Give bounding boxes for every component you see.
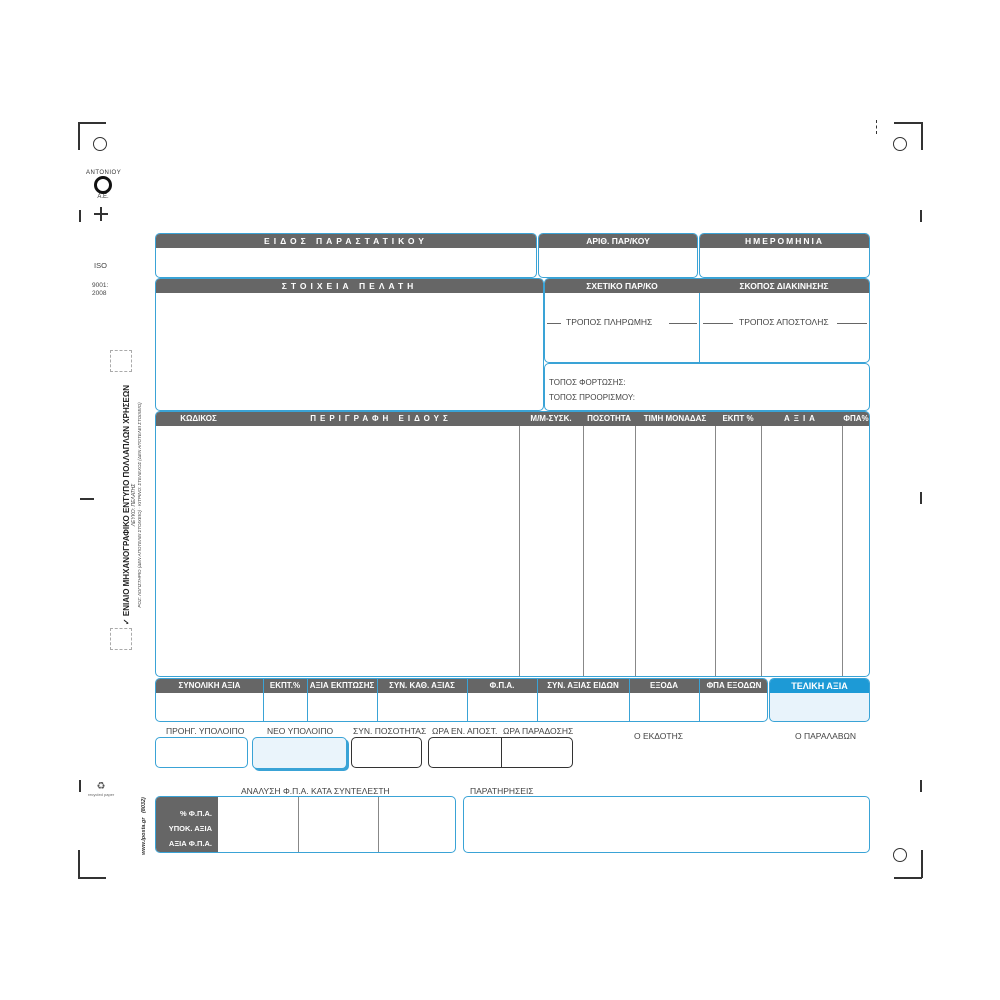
items-table[interactable] — [155, 411, 870, 677]
col-code: ΚΩΔΙΚΟΣ — [180, 414, 217, 423]
col-unit-price: ΤΙΜΗ ΜΟΝΑΔΑΣ — [643, 414, 707, 423]
website-text: www.lposta.gr — [141, 817, 147, 855]
margin-tick — [79, 780, 81, 792]
movement-purpose-label: ΣΚΟΠΟΣ ΔΙΑΚΙΝΗΣΗΣ — [699, 279, 869, 293]
iso-label: ISO — [94, 261, 107, 270]
vertical-copies-1: ΛΕΥΚΟ: ΠΕΛΑΤΗΣ — [131, 483, 137, 527]
items-value-label: ΣΥΝ. ΑΞΙΑΣ ΕΙΔΩΝ — [547, 681, 619, 690]
discount-pct-label: ΕΚΠΤ.% — [269, 681, 301, 690]
margin-tick — [920, 492, 922, 504]
total-quantity-box[interactable] — [351, 737, 422, 768]
places-box[interactable] — [544, 363, 870, 411]
new-balance-box[interactable] — [252, 737, 347, 769]
registration-circle-top-right — [893, 137, 907, 151]
previous-balance-box[interactable] — [155, 737, 248, 768]
discount-value-label: ΑΞΙΑ ΕΚΠΤΩΣΗΣ — [309, 681, 375, 690]
vertical-title-text: ✓ ΕΝΙΑΙΟ ΜΗΧΑΝΟΓΡΑΦΙΚΟ ΕΝΤΥΠΟ ΠΟΛΛΑΠΛΩΝ ΧΡΗΣΕΩΝ — [122, 384, 131, 626]
remarks-box[interactable] — [463, 796, 870, 853]
recycle-label: recycled paper — [88, 792, 115, 797]
times-box[interactable] — [428, 737, 573, 768]
doc-type-box[interactable] — [155, 233, 537, 278]
dispatch-time-label: ΩΡΑ ΕΝ. ΑΠΟΣΤ. — [432, 726, 498, 736]
small-dashes — [876, 120, 878, 134]
col-description: ΠΕΡΙΓΡΑΦΗ ΕΙΔΟΥΣ — [310, 414, 452, 423]
col-vat: ΦΠΑ% — [843, 414, 869, 423]
doc-number-label: ΑΡΙΘ. ΠΑΡ/ΚΟΥ — [539, 234, 697, 248]
previous-balance-label: ΠΡΟΗΓ. ΥΠΟΛΟΙΠΟ — [166, 726, 245, 736]
vat-analysis-title: ΑΝΑΛΥΣΗ Φ.Π.Α. ΚΑΤΑ ΣΥΝΤΕΛΕΣΤΗ — [241, 786, 390, 796]
final-value-box[interactable] — [769, 678, 870, 722]
date-label: ΗΜΕΡΟΜΗΝΙΑ — [700, 234, 869, 248]
margin-tick — [79, 210, 81, 222]
new-balance-label: ΝΕΟ ΥΠΟΛΟΙΠΟ — [267, 726, 334, 736]
related-doc-box[interactable] — [544, 278, 870, 363]
recycle-icon: ♻ recycled paper — [88, 781, 115, 797]
delivery-time-label: ΩΡΑ ΠΑΡΑΔΟΣΗΣ — [503, 726, 574, 736]
col-value: ΑΞΙΑ — [784, 414, 819, 423]
form-code-text: (8032) — [141, 797, 147, 814]
customer-details-box[interactable] — [155, 278, 544, 411]
shipping-method-row[interactable] — [699, 317, 869, 329]
vat-label: Φ.Π.Α. — [489, 681, 515, 690]
registration-circle-bottom-right — [893, 848, 907, 862]
margin-dash — [80, 498, 94, 500]
date-box[interactable] — [699, 233, 870, 278]
total-quantity-label: ΣΥΝ. ΠΟΣΟΤΗΤΑΣ — [353, 726, 427, 736]
totals-box[interactable] — [155, 678, 768, 722]
doc-type-label: ΕΙΔΟΣ ΠΑΡΑΣΤΑΤΙΚΟΥ — [156, 234, 536, 248]
crosshair-icon — [94, 207, 108, 221]
final-value-label: ΤΕΛΙΚΗ ΑΞΙΑ — [770, 679, 869, 693]
payment-method-row[interactable] — [545, 317, 699, 329]
logo-brand-text: ANTONIOY — [86, 170, 122, 176]
margin-tick — [920, 780, 922, 792]
punch-box-top — [110, 350, 132, 372]
total-value-label: ΣΥΝΟΛΙΚΗ ΑΞΙΑ — [178, 681, 241, 690]
destination-label: ΤΟΠΟΣ ΠΡΟΟΡΙΣΜΟΥ: — [549, 393, 635, 402]
col-discount: ΕΚΠΤ % — [722, 414, 754, 423]
recipient-label: Ο ΠΑΡΑΛΑΒΩΝ — [795, 731, 856, 741]
vertical-copies-2: ΡΟΖ: ΛΟΓΙΣΤΗΡΙΟ (ΔΕΝ ΑΠΟΤΕΛΕΙ ΣΤΟΙΧΕΙΟ) · ΚΙΤΡΙΝΟ: ΣΤΕΛΕΧΟΣ (ΔΕΝ ΑΠΟΤΕΛΕΙ ΣΤΟΙΧΕΙΟ) — [137, 402, 142, 608]
issuer-label: Ο ΕΚΔΟΤΗΣ — [634, 731, 684, 741]
net-value-label: ΣΥΝ. ΚΑΘ. ΑΞΙΑΣ — [389, 681, 455, 690]
col-unit: Μ/Μ-ΣΥΣΚ. — [530, 414, 572, 423]
company-logo — [86, 170, 120, 210]
taxable-value-row-label: ΥΠΟΚ. ΑΞΙΑ — [168, 824, 212, 833]
expenses-vat-label: ΦΠΑ ΕΞΟΔΩΝ — [706, 681, 762, 690]
vat-analysis-table[interactable] — [155, 796, 456, 853]
vat-analysis-row-headers — [156, 797, 218, 852]
margin-tick — [920, 210, 922, 222]
vat-value-row-label: ΑΞΙΑ Φ.Π.Α. — [168, 839, 212, 848]
logo-ring-icon — [94, 176, 112, 194]
expenses-label: ΕΞΟΔΑ — [649, 681, 679, 690]
logo-suffix-text: A.E. — [97, 194, 109, 200]
doc-number-box[interactable] — [538, 233, 698, 278]
customer-details-label: ΣΤΟΙΧΕΙΑ ΠΕΛΑΤΗ — [156, 279, 543, 293]
vertical-website — [132, 791, 150, 861]
iso-number: 9001: 2008 — [92, 282, 109, 297]
related-doc-label: ΣΧΕΤΙΚΟ ΠΑΡ/ΚΟ — [545, 279, 699, 293]
payment-method-label: ΤΡΟΠΟΣ ΠΛΗΡΩΜΗΣ — [566, 317, 653, 327]
remarks-title: ΠΑΡΑΤΗΡΗΣΕΙΣ — [470, 786, 534, 796]
registration-circle-top-left — [93, 137, 107, 151]
vat-rate-row-label: % Φ.Π.Α. — [180, 809, 212, 818]
vertical-form-title — [122, 375, 142, 635]
shipping-method-label: ΤΡΟΠΟΣ ΑΠΟΣΤΟΛΗΣ — [739, 317, 829, 327]
col-quantity: ΠΟΣΟΤΗΤΑ — [587, 414, 631, 423]
loading-place-label: ΤΟΠΟΣ ΦΟΡΤΩΣΗΣ: — [549, 378, 626, 387]
